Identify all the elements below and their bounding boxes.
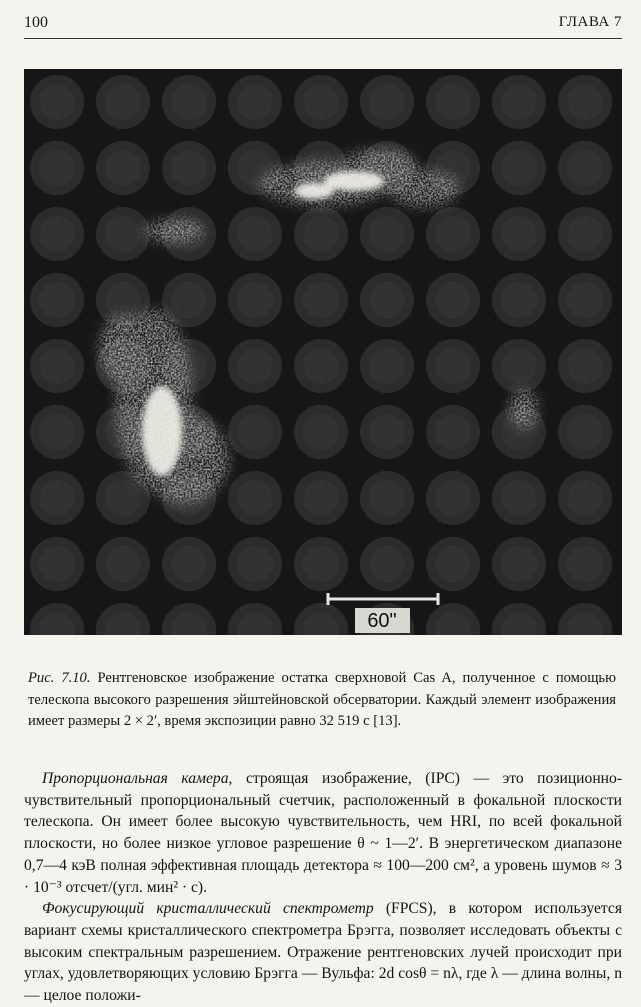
caption-text: Рентгеновское изображение остатка сверхновой Cas A, полученное с помощью телескопа высокого разрешения эйштейновской обсерватории. Каждый элемент изображения имеет размеры 2 × 2′, время экспозиции равно 32 519 с [13]. — [28, 670, 616, 729]
emission-regions — [24, 69, 622, 635]
xray-image — [24, 69, 622, 635]
caption-label: Рис. 7.10. — [28, 670, 91, 686]
page-number: 100 — [24, 14, 48, 31]
term-ipc: Пропорциональная камера — [42, 770, 229, 787]
paragraph-fpcs-text: (FPCS), в котором используется вариант схемы кристаллического спектрометра Брэгга, позволяет исследовать объекты с высоким спектральным разрешением. Отражение рентгеновских лучей происходит при углах, удовлетворяющих условию Брэгга — Вульфа: 2d cosθ = nλ, где λ — длина волны, n — целое положи- — [24, 900, 622, 1005]
page-header — [24, 14, 622, 39]
body-text — [24, 768, 622, 1007]
chapter-title: ГЛАВА 7 — [558, 14, 622, 30]
figure-caption — [28, 668, 616, 733]
term-fpcs: Фокусирующий кристаллический спектрометр — [42, 900, 374, 918]
paragraph-ipc-text: , строящая изображение, (IPC) — это позиционно-чувствительный пропорциональный счетчик, расположенный в фокальной плоскости телескопа. Он имеет более высокую чувствительность, чем HRI, по всей фокальной плоскости, но более низкое угловое разрешение θ ~ 1—2′. В энергетическом диапазоне 0,7—4 кэВ полная эффективная площадь детектора ≈ 100—200 см², а уровень шумов ≈ 3 · 10⁻³ отсчет/(угл. мин² · с). — [24, 770, 622, 896]
xray-image-figure — [24, 69, 622, 635]
scale-bar-label: 60" — [367, 610, 397, 632]
paragraph-fpcs — [24, 898, 622, 1007]
paragraph-ipc — [24, 768, 622, 898]
